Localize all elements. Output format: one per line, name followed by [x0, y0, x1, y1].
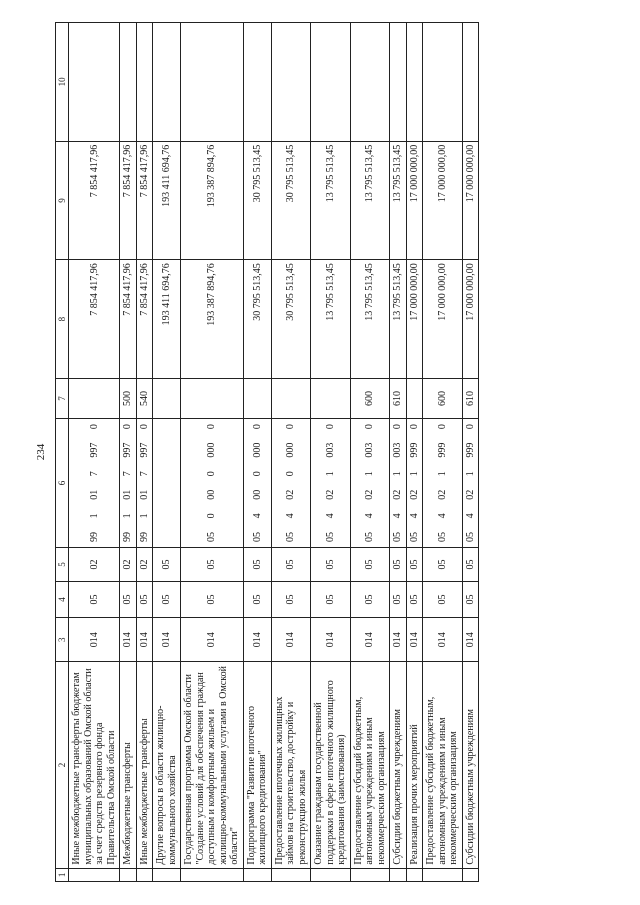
- csr-code-part: 0: [138, 424, 150, 430]
- row-gr-code: 014: [120, 618, 137, 662]
- csr-code-part: 4: [392, 513, 404, 519]
- row-blank-cell: [153, 868, 181, 881]
- row-gr-code: 014: [462, 618, 479, 662]
- csr-code-parts: [122, 422, 134, 544]
- csr-code-part: 1: [138, 513, 150, 519]
- csr-code-part: 99: [138, 531, 150, 542]
- row-gr-code: 014: [350, 618, 390, 662]
- table-row: [311, 23, 351, 882]
- row-sum-col9: 30 795 513,45: [271, 141, 311, 260]
- csr-code-part: 7: [88, 471, 100, 477]
- row-rz-code: 05: [69, 581, 120, 617]
- csr-code-part: 1: [464, 471, 476, 477]
- row-csr-code: [311, 419, 351, 548]
- row-rz-code: 05: [153, 581, 181, 617]
- row-csr-code: [423, 419, 463, 548]
- col-header-3: 3: [56, 618, 69, 662]
- row-gr-code: 014: [390, 618, 407, 662]
- row-pr-code: 05: [271, 547, 311, 581]
- col-header-5: 5: [56, 547, 69, 581]
- csr-code-part: 05: [285, 531, 297, 542]
- row-gr-code: 014: [311, 618, 351, 662]
- row-sum-col9: 193 411 694,76: [153, 141, 181, 260]
- row-sum-col9: 30 795 513,45: [243, 141, 271, 260]
- csr-code-part: 0: [285, 471, 297, 477]
- row-sum-col10: [423, 23, 463, 142]
- row-blank-cell: [406, 868, 423, 881]
- csr-code-part: 1: [392, 471, 404, 477]
- csr-code-parts: [139, 422, 151, 544]
- row-sum-col9: 13 795 513,45: [311, 141, 351, 260]
- row-gr-code: 014: [136, 618, 153, 662]
- csr-code-part: 999: [464, 442, 476, 458]
- csr-code-parts: [89, 422, 101, 544]
- csr-code-part: 4: [324, 513, 336, 519]
- row-name: Иные межбюджетные трансферты бюджетам муниципальных образований Омской области за счет средств резервного фонда Правительства Омской области: [69, 662, 120, 868]
- row-name: Государственная программа Омской области "Создание условий для обеспечения граждан доступным и комфортным жильем и жилищно-коммунальными услугами в Омской области": [181, 662, 244, 868]
- row-pr-code: 05: [350, 547, 390, 581]
- table-row: [136, 23, 153, 882]
- row-sum-col9: 17 000 000,00: [406, 141, 423, 260]
- row-vr-code: 610: [390, 378, 407, 418]
- csr-code-part: 99: [122, 531, 134, 542]
- table-row: [406, 23, 423, 882]
- csr-code-part: 003: [392, 442, 404, 458]
- row-pr-code: 05: [181, 547, 244, 581]
- csr-code-part: 02: [285, 489, 297, 500]
- row-sum-col10: [120, 23, 137, 142]
- csr-code-part: 4: [464, 513, 476, 519]
- row-pr-code: 05: [423, 547, 463, 581]
- row-sum-col8: 13 795 513,45: [350, 260, 390, 379]
- row-sum-col8: 193 387 894,76: [181, 260, 244, 379]
- row-sum-col9: 7 854 417,96: [69, 141, 120, 260]
- csr-code-part: 0: [408, 424, 420, 430]
- row-vr-code: [311, 378, 351, 418]
- csr-code-part: 0: [251, 424, 263, 430]
- row-name: Предоставление субсидий бюджетным, автономным учреждениям и иным некоммерческим организациям: [423, 662, 463, 868]
- row-vr-code: 610: [462, 378, 479, 418]
- csr-code-part: 00: [206, 489, 218, 500]
- csr-code-part: 0: [251, 471, 263, 477]
- row-sum-col9: 7 854 417,96: [120, 141, 137, 260]
- row-gr-code: 014: [69, 618, 120, 662]
- row-rz-code: 05: [243, 581, 271, 617]
- row-csr-code: [390, 419, 407, 548]
- table-row: [120, 23, 137, 882]
- csr-code-part: 4: [285, 513, 297, 519]
- row-sum-col8: 13 795 513,45: [311, 260, 351, 379]
- row-blank-cell: [311, 868, 351, 881]
- table-body: [69, 23, 479, 882]
- csr-code-part: 997: [122, 442, 134, 458]
- csr-code-part: 1: [408, 471, 420, 477]
- csr-code-part: 02: [436, 489, 448, 500]
- csr-code-part: 1: [436, 471, 448, 477]
- row-vr-code: [406, 378, 423, 418]
- csr-code-part: 05: [436, 531, 448, 542]
- csr-code-parts: [437, 422, 449, 544]
- row-sum-col8: 7 854 417,96: [120, 260, 137, 379]
- row-pr-code: 05: [311, 547, 351, 581]
- col-header-9: 9: [56, 141, 69, 260]
- row-sum-col8: 193 411 694,76: [153, 260, 181, 379]
- row-pr-code: 02: [120, 547, 137, 581]
- row-sum-col8: 17 000 000,00: [462, 260, 479, 379]
- row-gr-code: 014: [406, 618, 423, 662]
- row-sum-col8: 7 854 417,96: [136, 260, 153, 379]
- row-rz-code: 05: [406, 581, 423, 617]
- csr-code-parts: [252, 422, 264, 544]
- row-csr-code: [153, 419, 181, 548]
- col-header-2: 2: [56, 662, 69, 868]
- row-csr-code: [406, 419, 423, 548]
- row-pr-code: 02: [136, 547, 153, 581]
- csr-code-part: 05: [408, 531, 420, 542]
- row-blank-cell: [350, 868, 390, 881]
- csr-code-part: 999: [408, 442, 420, 458]
- row-blank-cell: [390, 868, 407, 881]
- csr-code-part: 0: [324, 424, 336, 430]
- row-name: Предоставление субсидий бюджетным, автономным учреждениям и иным некоммерческим организациям: [350, 662, 390, 868]
- row-sum-col9: 13 795 513,45: [390, 141, 407, 260]
- row-name: Подпрограмма "Развитие ипотечного жилищного кредитования": [243, 662, 271, 868]
- row-name: Реализация прочих мероприятий: [406, 662, 423, 868]
- row-sum-col10: [350, 23, 390, 142]
- row-sum-col8: 30 795 513,45: [243, 260, 271, 379]
- table-row: [153, 23, 181, 882]
- row-rz-code: 05: [136, 581, 153, 617]
- row-pr-code: 05: [406, 547, 423, 581]
- csr-code-part: 02: [364, 489, 376, 500]
- row-gr-code: 014: [181, 618, 244, 662]
- csr-code-part: 00: [251, 489, 263, 500]
- row-vr-code: [181, 378, 244, 418]
- table-row: [350, 23, 390, 882]
- column-number-row: [56, 23, 69, 882]
- csr-code-part: 05: [251, 531, 263, 542]
- csr-code-part: 000: [251, 442, 263, 458]
- csr-code-part: 7: [138, 471, 150, 477]
- row-vr-code: 540: [136, 378, 153, 418]
- csr-code-part: 000: [206, 442, 218, 458]
- row-sum-col8: 17 000 000,00: [423, 260, 463, 379]
- row-gr-code: 014: [271, 618, 311, 662]
- row-gr-code: 014: [243, 618, 271, 662]
- row-pr-code: 05: [462, 547, 479, 581]
- csr-code-part: 0: [206, 471, 218, 477]
- csr-code-part: 999: [436, 442, 448, 458]
- csr-code-part: 02: [324, 489, 336, 500]
- row-csr-code: [462, 419, 479, 548]
- csr-code-part: 05: [324, 531, 336, 542]
- row-sum-col8: 30 795 513,45: [271, 260, 311, 379]
- row-blank-cell: [136, 868, 153, 881]
- row-rz-code: 05: [350, 581, 390, 617]
- row-sum-col10: [271, 23, 311, 142]
- csr-code-part: 99: [88, 531, 100, 542]
- row-gr-code: 014: [153, 618, 181, 662]
- row-blank-cell: [423, 868, 463, 881]
- row-blank-cell: [271, 868, 311, 881]
- row-rz-code: 05: [181, 581, 244, 617]
- row-csr-code: [69, 419, 120, 548]
- csr-code-parts: [364, 422, 376, 544]
- table-row: [243, 23, 271, 882]
- csr-code-part: 997: [138, 442, 150, 458]
- row-csr-code: [181, 419, 244, 548]
- row-rz-code: 05: [271, 581, 311, 617]
- row-sum-col10: [462, 23, 479, 142]
- row-vr-code: 600: [350, 378, 390, 418]
- csr-code-part: 05: [464, 531, 476, 542]
- row-csr-code: [120, 419, 137, 548]
- csr-code-part: 01: [138, 489, 150, 500]
- csr-code-part: 05: [206, 531, 218, 542]
- col-header-7: 7: [56, 378, 69, 418]
- csr-code-part: 02: [392, 489, 404, 500]
- row-csr-code: [271, 419, 311, 548]
- csr-code-part: 0: [285, 424, 297, 430]
- row-rz-code: 05: [462, 581, 479, 617]
- row-rz-code: 05: [390, 581, 407, 617]
- csr-code-part: 1: [88, 513, 100, 519]
- col-header-4: 4: [56, 581, 69, 617]
- csr-code-part: 0: [364, 424, 376, 430]
- table-row: [271, 23, 311, 882]
- row-name: Оказание гражданам государственной поддержки в сфере ипотечного жилищного кредитования (заимствования): [311, 662, 351, 868]
- row-name: Иные межбюджетные трансферты: [136, 662, 153, 868]
- rotated-page: [35, 22, 585, 882]
- csr-code-part: 02: [408, 489, 420, 500]
- row-vr-code: [69, 378, 120, 418]
- col-header-10: 10: [56, 23, 69, 142]
- csr-code-part: 01: [122, 489, 134, 500]
- row-sum-col10: [406, 23, 423, 142]
- row-sum-col9: 7 854 417,96: [136, 141, 153, 260]
- csr-code-part: 0: [88, 424, 100, 430]
- csr-code-parts: [465, 422, 477, 544]
- row-blank-cell: [243, 868, 271, 881]
- csr-code-part: 0: [464, 424, 476, 430]
- row-sum-col8: 7 854 417,96: [69, 260, 120, 379]
- row-sum-col8: 13 795 513,45: [390, 260, 407, 379]
- row-sum-col8: 17 000 000,00: [406, 260, 423, 379]
- row-name: Предоставление ипотечных жилищных займов на строительство, достройку и реконструкцию жилья: [271, 662, 311, 868]
- row-name: Субсидии бюджетным учреждениям: [390, 662, 407, 868]
- csr-code-part: 4: [408, 513, 420, 519]
- csr-code-part: 4: [364, 513, 376, 519]
- row-name: Другие вопросы в области жилищно-коммунального хозяйства: [153, 662, 181, 868]
- row-vr-code: [153, 378, 181, 418]
- col-header-8: 8: [56, 260, 69, 379]
- col-header-1: 1: [56, 868, 69, 881]
- csr-code-part: 4: [251, 513, 263, 519]
- csr-code-part: 003: [324, 442, 336, 458]
- row-vr-code: [243, 378, 271, 418]
- row-pr-code: 05: [390, 547, 407, 581]
- row-csr-code: [243, 419, 271, 548]
- row-sum-col10: [181, 23, 244, 142]
- row-sum-col10: [390, 23, 407, 142]
- csr-code-part: 0: [206, 424, 218, 430]
- row-csr-code: [136, 419, 153, 548]
- table-row: [69, 23, 120, 882]
- row-pr-code: 05: [243, 547, 271, 581]
- row-vr-code: 600: [423, 378, 463, 418]
- page-number: 234: [35, 443, 47, 461]
- csr-code-parts: [206, 422, 218, 544]
- row-sum-col10: [243, 23, 271, 142]
- csr-code-parts: [325, 422, 337, 544]
- row-csr-code: [350, 419, 390, 548]
- csr-code-part: 01: [88, 489, 100, 500]
- csr-code-part: 003: [364, 442, 376, 458]
- table-row: [390, 23, 407, 882]
- row-blank-cell: [181, 868, 244, 881]
- row-sum-col9: 17 000 000,00: [423, 141, 463, 260]
- csr-code-part: 02: [464, 489, 476, 500]
- row-sum-col9: 13 795 513,45: [350, 141, 390, 260]
- csr-code-part: 1: [122, 513, 134, 519]
- table-row: [462, 23, 479, 882]
- csr-code-part: 0: [122, 424, 134, 430]
- row-sum-col10: [153, 23, 181, 142]
- csr-code-parts: [285, 422, 297, 544]
- row-name: Субсидии бюджетным учреждениям: [462, 662, 479, 868]
- csr-code-parts: [392, 422, 404, 544]
- table-row: [423, 23, 463, 882]
- row-sum-col9: 193 387 894,76: [181, 141, 244, 260]
- row-blank-cell: [462, 868, 479, 881]
- table-row: [181, 23, 244, 882]
- row-gr-code: 014: [423, 618, 463, 662]
- row-pr-code: 05: [153, 547, 181, 581]
- csr-code-part: 7: [122, 471, 134, 477]
- csr-code-part: 4: [436, 513, 448, 519]
- row-pr-code: 02: [69, 547, 120, 581]
- budget-table: [55, 22, 479, 882]
- csr-code-part: 0: [392, 424, 404, 430]
- row-sum-col10: [136, 23, 153, 142]
- csr-code-part: 05: [392, 531, 404, 542]
- csr-code-part: 0: [206, 513, 218, 519]
- csr-code-part: 997: [88, 442, 100, 458]
- row-rz-code: 05: [311, 581, 351, 617]
- csr-code-part: 05: [364, 531, 376, 542]
- csr-code-part: 000: [285, 442, 297, 458]
- row-sum-col10: [69, 23, 120, 142]
- row-vr-code: 500: [120, 378, 137, 418]
- row-blank-cell: [69, 868, 120, 881]
- row-sum-col9: 17 000 000,00: [462, 141, 479, 260]
- row-rz-code: 05: [423, 581, 463, 617]
- row-rz-code: 05: [120, 581, 137, 617]
- row-sum-col10: [311, 23, 351, 142]
- csr-code-part: 0: [436, 424, 448, 430]
- csr-code-parts: [409, 422, 421, 544]
- csr-code-part: 1: [364, 471, 376, 477]
- csr-code-part: 1: [324, 471, 336, 477]
- col-header-6: 6: [56, 419, 69, 548]
- row-blank-cell: [120, 868, 137, 881]
- row-name: Межбюджетные трансферты: [120, 662, 137, 868]
- row-vr-code: [271, 378, 311, 418]
